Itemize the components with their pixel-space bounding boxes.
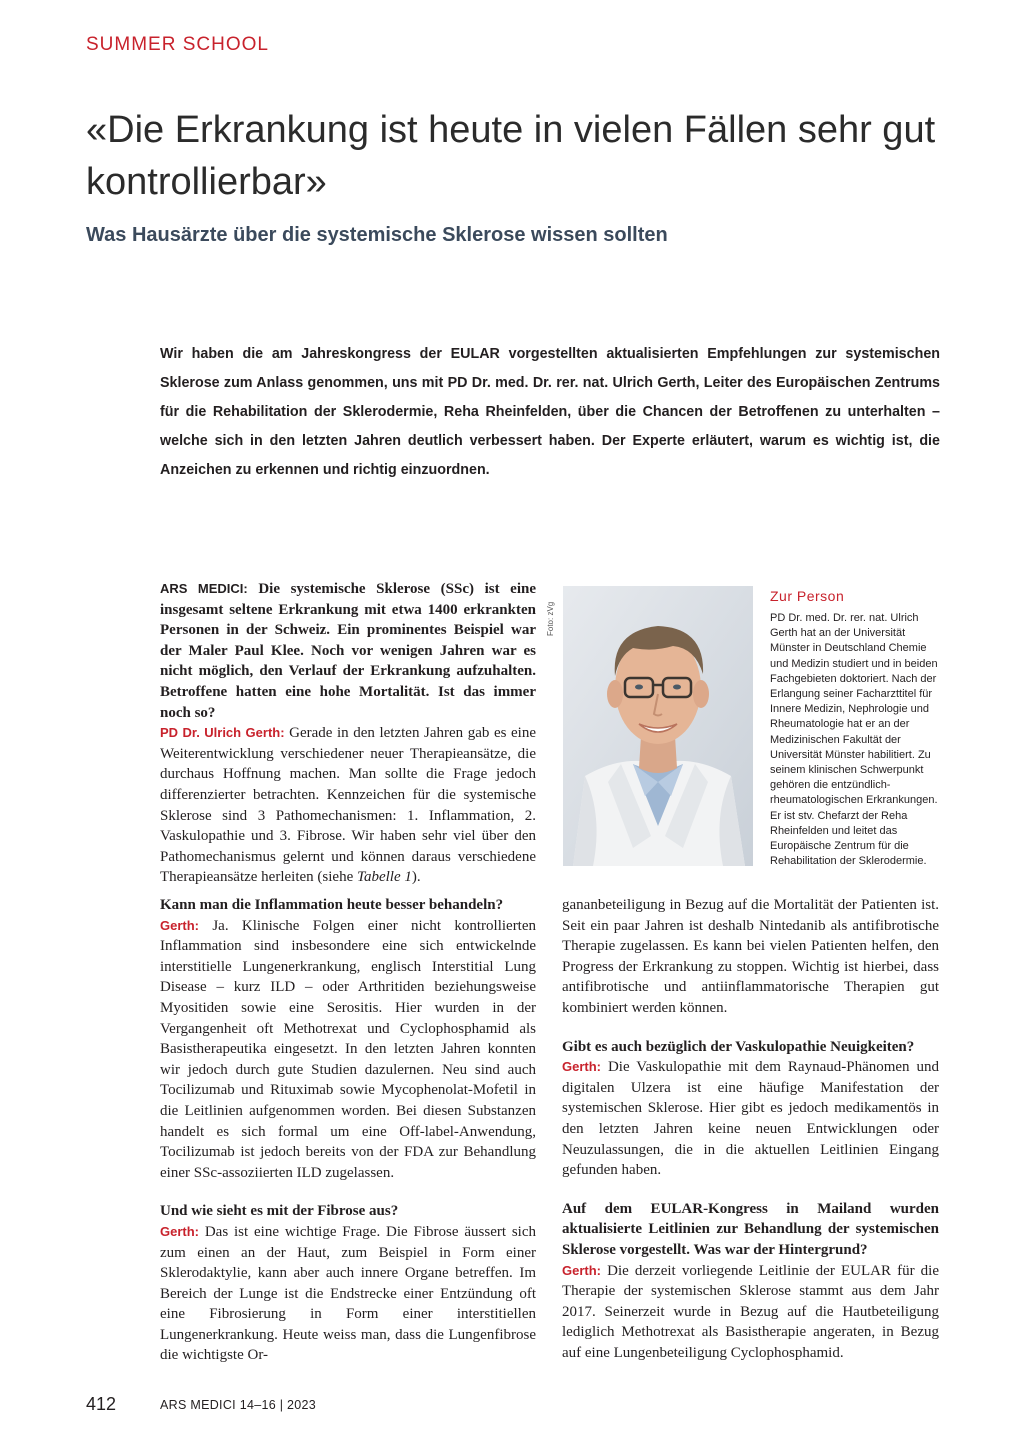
question-4: Gibt es auch bezüglich der Vaskulopathie Neuigkeiten? [562, 1038, 915, 1055]
interview-left-column [160, 895, 536, 1366]
article-subtitle: Was Hausärzte über die systemische Sklerose wissen sollten [86, 224, 668, 246]
portrait-photo [563, 586, 753, 866]
answer-text: Das ist eine wichtige Frage. Die Fibrose äussert sich zum einen an der Haut, zum Beispiel in Form einer Sklerodaktylie, kann aber auch innere Organe betreffen. Im Bereich der Lunge ist die Endstrecke einer Entzündung oft eine Fibrosierung in Form einer interstitiellen Lungenerkrankung. Heute weiss man, dass die Lungenfibrose die wichtigste Or- [160, 1223, 537, 1364]
article-lead: Wir haben die am Jahreskongress der EULAR vorgestellten aktualisierten Empfehlungen zur systemischen Sklerose zum Anlass genommen, uns mit PD Dr. med. Dr. rer. nat. Ulrich Gerth, Leiter des Europäischen Zentrums für die Rehabilitation der Sklerodermie, Reha Rheinfelden, über die Chancen der Betroffenen zu unterhalten – welche sich in den letzten Jahren deutlich verbessert haben. Der Experte erläutert, warum es wichtig ist, die Anzeichen zu erkennen und richtig einzuordnen. [160, 346, 940, 478]
journal-issue: ARS MEDICI 14–16 | 2023 [160, 1398, 317, 1412]
answer-text: Ja. Klinische Folgen einer nicht kontrollierten Inflammation sind insbesondere eine sich entwickelnde interstitielle Lungenerkrankung, englisch Interstitial Lung Disease – kurz ILD – oder Arthritiden beziehungsweise Myositiden sowie eine Serositis. Hier wurden in der Vergangenheit oft Methotrexat und Cyclophosphamid als Basistherapeutika eingesetzt. In den letzten Jahren konnten wir jedoch durch gute Studien dazulernen. Neu sind auch Tocilizumab und Rituximab sowie Mycophenolat-Mofetil in die Leitlinien aufgenommen worden. Bei diesen Substanzen handelt es sich formal um eine Off-label-Anwendung, Tocilizumab ist jedoch bereits von der FDA zur Behandlung einer SSc-assoziierten ILD zugelassen. [160, 917, 537, 1181]
answer-3 [160, 1222, 536, 1366]
page-number: 412 [86, 1394, 117, 1414]
question-1 [160, 579, 536, 723]
question-5: Auf dem EULAR-Kongress in Mailand wurden aktualisierte Leitlinien zur Behandlung der systemischen Sklerose vorgestellt. Was war der Hintergrund? [562, 1200, 939, 1258]
answer-4 [562, 1057, 939, 1181]
answer-text: Die derzeit vorliegende Leitlinie der EULAR für die Therapie der systemischen Sklerose stammt aus dem Jahr 2017. Seinerzeit wurde in Bezug auf die Hautbeteiligung lediglich Methotrexat als Basistherapie angeraten, in Bezug auf eine Lungenbeteiligung Cyclophosphamid. [562, 1262, 940, 1361]
answer-2 [160, 916, 536, 1184]
interview-right-column [562, 895, 939, 1363]
answer-text-continued: gananbeteiligung in Bezug auf die Mortalität der Patienten ist. Seit ein paar Jahren ist deshalb Nintedanib als antifibrotische Therapie zugelassen. Es kann bei vielen Patienten helfen, den Progress der Erkrankung zu stoppen. Wichtig ist hierbei, dass antifibrotische und antiinflammatorische Therapien gut kombiniert werden können. [562, 897, 939, 1016]
speaker-label: PD Dr. Ulrich Gerth: [160, 725, 285, 741]
question-text: Die systemische Sklerose (SSc) ist eine insgesamt seltene Erkrankung mit etwa 1400 erkrankten Personen in der Schweiz. Ein prominentes Beispiel war der Maler Paul Klee. Noch vor wenigen Jahren war es nicht möglich, den Verlauf der Erkrankung aufzuhalten. Betroffene hatten eine hohe Mortalität. Ist das immer noch so? [160, 581, 536, 721]
answer-text-end: ). [411, 869, 421, 886]
answer-text: Die Vaskulopathie mit dem Raynaud-Phänomen und digitalen Ulzera ist eine häufige Manifestation der systemischen Sklerose. Hier gibt es jedoch medikamentös in den letzten Jahren keine neuen Entwicklungen oder Neuzulassungen, die in die aktuellen Leitlinien Eingang gefunden haben. [562, 1059, 940, 1179]
answer-3-continued [562, 895, 939, 1019]
answer-5 [562, 1261, 939, 1364]
table-reference: Tabelle 1 [356, 869, 412, 886]
speaker-label: Gerth: [562, 1059, 601, 1075]
sidebar-title: Zur Person [770, 588, 845, 604]
portrait-illustration [563, 586, 753, 866]
sidebar-bio: PD Dr. med. Dr. rer. nat. Ulrich Gerth hat an der Universität Münster in Deutschland Chemie und Medizin studiert und in beiden Fachgebieten doktoriert. Nach der Erlangung seiner Facharzttitel für Innere Medizin, Nephrologie und Rheumatologie hat er an der Medizinischen Fakultät der Universität Münster habilitiert. Zu seinem klinischen Schwerpunkt gehören die entzündlich-rheumatologischen Erkrankungen. Er ist stv. Chefarzt der Reha Rheinfelden und leitet das Europäische Zentrum für die Rehabilitation der Sklerodermie. [770, 612, 938, 868]
speaker-label: Gerth: [160, 1223, 199, 1239]
article-title: «Die Erkrankung ist heute in vielen Fällen sehr gut kontrollierbar» [86, 109, 936, 203]
photo-credit: Foto: zVg [546, 601, 555, 636]
interview-intro-column [160, 579, 536, 888]
question-3: Und wie sieht es mit der Fibrose aus? [160, 1203, 399, 1220]
answer-text: Gerade in den letzten Jahren gab es eine Weiterentwicklung verschiedener neuer Therapieansätze, die durchaus Hoffnung machen. Man sollte die Frage jedoch differenzierter betrachten. Kennzeichen für die systemische Sklerose sind 3 Pathomechanismen: 1. Inflammation, 2. Vaskulopathie und 3. Fibrose. Wir haben sehr viel über den Pathomechanismus gelernt und können daraus verschiedene Therapieansätze herleiten (siehe [160, 725, 537, 886]
speaker-label: Gerth: [562, 1262, 601, 1278]
speaker-label: Gerth: [160, 917, 199, 933]
answer-1 [160, 723, 536, 888]
question-2: Kann man die Inflammation heute besser behandeln? [160, 897, 504, 913]
section-label: SUMMER SCHOOL [86, 34, 269, 55]
speaker-label: ARS MEDICI: [160, 581, 248, 596]
